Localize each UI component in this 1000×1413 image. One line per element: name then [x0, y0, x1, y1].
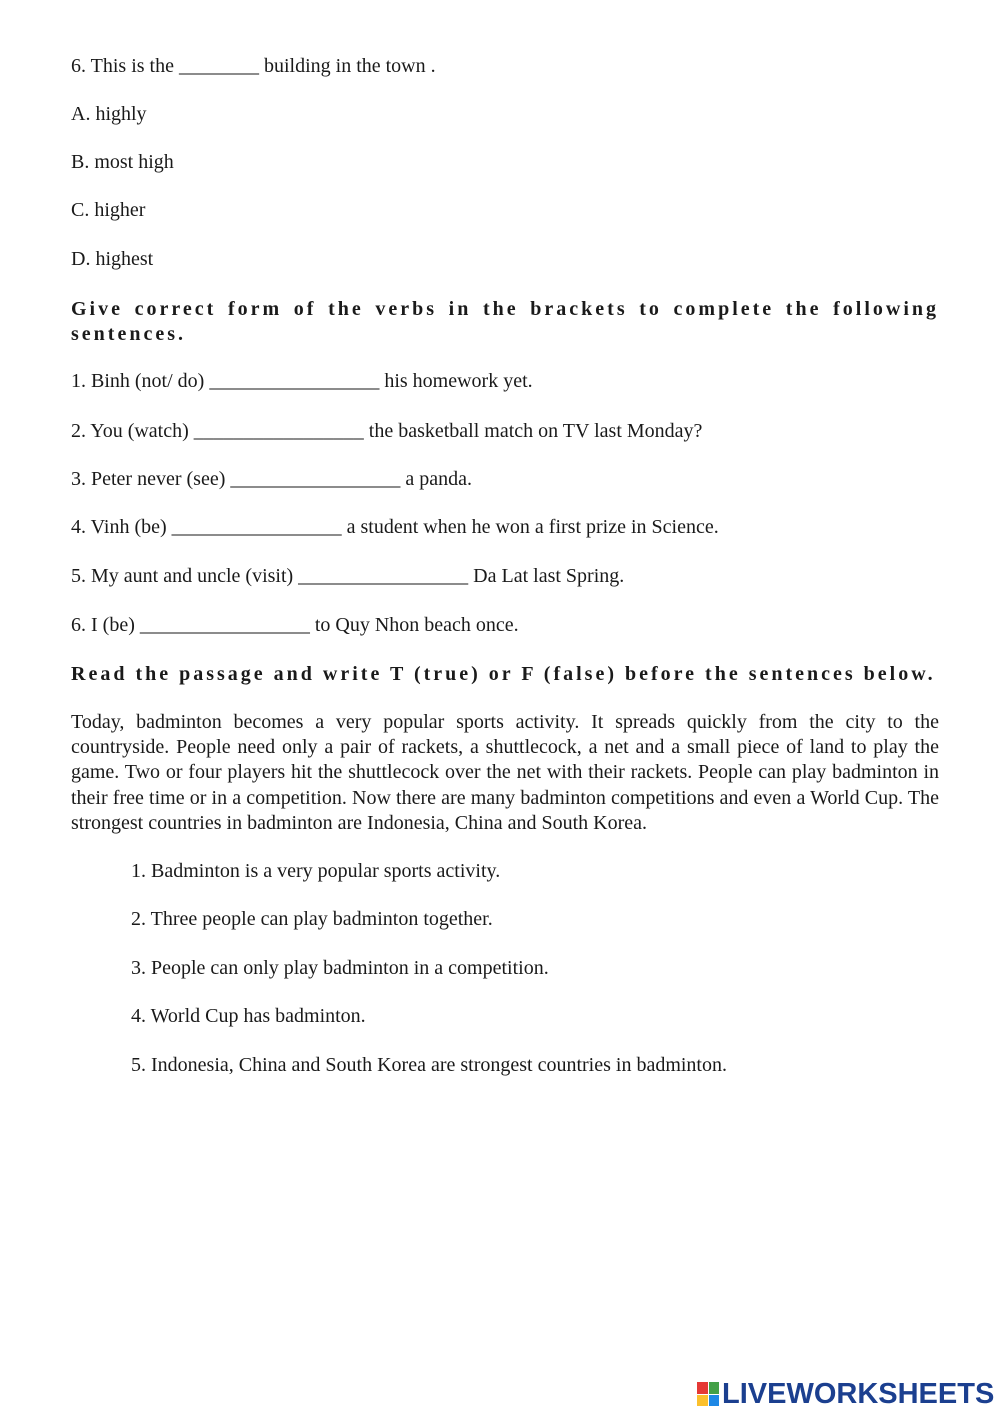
- tf-statement-4[interactable]: 4. World Cup has badminton.: [131, 1005, 366, 1027]
- option-d[interactable]: D. highest: [71, 248, 154, 270]
- verb-item-1[interactable]: 1. Binh (not/ do) _________________ his homework yet.: [71, 370, 533, 392]
- option-c[interactable]: C. higher: [71, 199, 146, 221]
- liveworksheets-logo[interactable]: [697, 1376, 994, 1412]
- verbs-section-heading: Give correct form of the verbs in the brackets to complete the following sentences.: [71, 298, 939, 345]
- tf-statement-3[interactable]: 3. People can only play badminton in a competition.: [131, 957, 549, 979]
- verb-item-3[interactable]: 3. Peter never (see) _________________ a panda.: [71, 468, 472, 490]
- verb-item-5[interactable]: 5. My aunt and uncle (visit) _________________ Da Lat last Spring.: [71, 565, 625, 587]
- logo-text: LIVEWORKSHEETS: [722, 1378, 995, 1410]
- reading-passage: Today, badminton becomes a very popular sports activity. It spreads quickly from the city to the countryside. People need only a pair of rackets, a shuttlecock, a net and a small piece of land to play the game. Two or four players hit the shuttlecock over the net with their rackets. People can play badminton in their free time or in a competition. Now there are many badminton competitions and even a World Cup. The strongest countries in badminton are Indonesia, China and South Korea.: [71, 711, 939, 834]
- reading-section-heading: Read the passage and write T (true) or F (false) before the sentences below.: [71, 663, 936, 685]
- tf-statement-1[interactable]: 1. Badminton is a very popular sports activity.: [131, 860, 501, 882]
- option-a[interactable]: A. highly: [71, 103, 147, 125]
- logo-badge-icon: [697, 1382, 719, 1406]
- verb-item-4[interactable]: 4. Vinh (be) _________________ a student when he won a first prize in Science.: [71, 516, 719, 538]
- verb-item-2[interactable]: 2. You (watch) _________________ the basketball match on TV last Monday?: [71, 420, 703, 442]
- option-b[interactable]: B. most high: [71, 151, 174, 173]
- tf-statement-2[interactable]: 2. Three people can play badminton together.: [131, 908, 493, 930]
- tf-statement-5[interactable]: 5. Indonesia, China and South Korea are strongest countries in badminton.: [131, 1054, 727, 1076]
- question-stem: 6. This is the ________ building in the town .: [71, 55, 436, 77]
- verb-item-6[interactable]: 6. I (be) _________________ to Quy Nhon beach once.: [71, 614, 519, 636]
